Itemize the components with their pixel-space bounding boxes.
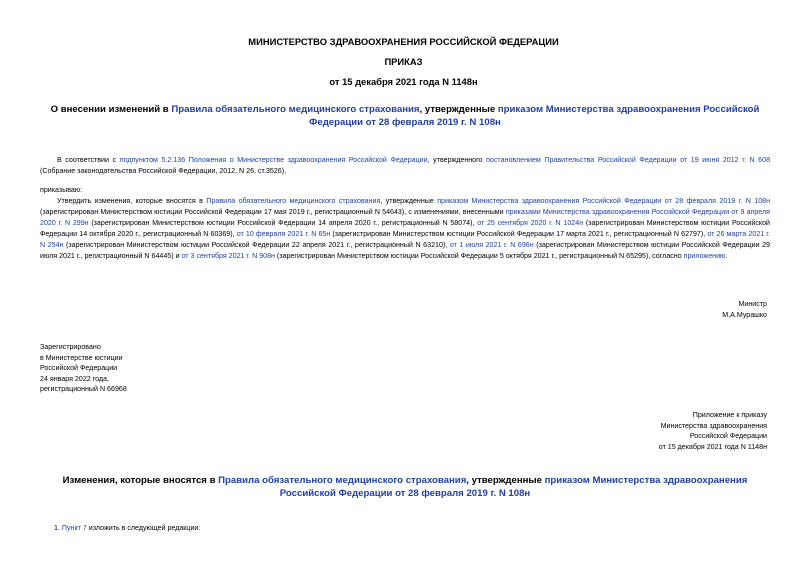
preamble-text-2: , утвержденного xyxy=(427,156,487,164)
body-text-4: (зарегистрирован Министерством юстиции Российской Федерации 14 апреля 2020 г., регистрационный N 58074), xyxy=(88,218,478,227)
item-1-number: 1. xyxy=(54,524,62,532)
order-299n-link[interactable]: приказами Министерства здравоохранения Российской Федерации от 9 апреля 2020 г. N 299н xyxy=(40,207,770,227)
appendix-note-line: от 15 декабря 2021 года N 1148н xyxy=(658,442,767,451)
doc-type-heading: ПРИКАЗ xyxy=(384,56,423,67)
body-rules-link[interactable]: Правила обязательного медицинского страхования xyxy=(206,197,381,205)
order-65n-link[interactable]: от 10 февраля 2021 г. N 65н xyxy=(236,229,331,238)
body-text-3: (зарегистрирован Министерством юстиции Российской Федерации 17 мая 2019 г., регистрационный N 54643), с изменениями, внесенными xyxy=(40,207,506,216)
body-text-1: Утвердить изменения, которые вносятся в xyxy=(57,197,207,205)
ministry-heading: МИНИСТЕРСТВО ЗДРАВООХРАНЕНИЯ РОССИЙСКОЙ ФЕДЕРАЦИИ xyxy=(248,36,559,47)
appendix-note-line: Российской Федерации xyxy=(689,432,767,441)
signature-position: Министр xyxy=(738,300,767,308)
body-order-108n-link[interactable]: приказом Министерства здравоохранения Российской Федерации от 28 февраля 2019 г. N 108н xyxy=(437,197,771,205)
appendix-link[interactable]: приложению xyxy=(683,251,726,260)
changes-title xyxy=(50,474,760,500)
signature-block xyxy=(722,299,767,320)
orders-label: приказываю: xyxy=(40,186,83,194)
rules-link[interactable]: Правила обязательного медицинского страхования xyxy=(171,104,420,115)
body-text-5: (зарегистрирован Министерством юстиции Российской Федерации 14 октября 2020 г., регистрационный N 60369), xyxy=(40,218,770,238)
registration-line: 24 января 2022 года, xyxy=(40,374,109,383)
registration-line: в Министерстве юстиции xyxy=(40,353,123,362)
preamble-text-3: (Собрание законодательства Российской Федерации, 2012, N 26, ст.3526), xyxy=(40,166,287,175)
appendix-note-line: Министерства здравоохранения xyxy=(660,421,767,430)
order-108n-link[interactable]: приказом Министерства здравоохранения Российской Федерации от 28 февраля 2019 г. N 108н xyxy=(309,104,760,128)
order-696n-link[interactable]: от 1 июля 2021 г. N 696н xyxy=(449,240,534,249)
registration-line: регистрационный N 66968 xyxy=(40,385,127,394)
changes-title-mid: , утвержденные xyxy=(466,475,545,486)
signature-name: М.А.Мурашко xyxy=(722,310,767,319)
appendix-note xyxy=(659,410,767,452)
order-908n-link[interactable]: от 3 сентября 2021 г. N 908н xyxy=(181,251,275,260)
regulation-subclause-link[interactable]: подпунктом 5.2.136 Положения о Министерстве здравоохранения Российской Федерации xyxy=(119,156,428,164)
changes-title-prefix: Изменения, которые вносятся в xyxy=(62,475,219,486)
main-paragraph xyxy=(40,196,770,261)
government-decree-link[interactable]: постановлением Правительства Российской Федерации от 19 июня 2012 г. N 608 xyxy=(486,156,771,164)
title-prefix: О внесении изменений в xyxy=(50,104,172,115)
body-text-6: (зарегистрирован Министерством юстиции Российской Федерации 17 марта 2021 г., регистрационный N 62797), xyxy=(330,229,708,238)
body-text-9: (зарегистрирован Министерством юстиции Российской Федерации 5 октября 2021 г., регистрационный N 65295), согласно xyxy=(274,251,684,260)
clause-7-link[interactable]: Пункт 7 xyxy=(61,524,87,532)
preamble-paragraph xyxy=(40,155,770,177)
registration-block xyxy=(40,342,127,395)
item-1-text: изложить в следующей редакции: xyxy=(86,524,201,532)
registration-line: Российской Федерации xyxy=(40,364,118,373)
body-text-10: . xyxy=(725,251,728,260)
doc-date-number: от 15 декабря 2021 года N 1148н xyxy=(329,76,478,87)
preamble-text-1: В соответствии с xyxy=(57,156,120,164)
body-text-2: , утвержденные xyxy=(380,197,438,205)
title-mid: , утвержденные xyxy=(419,104,498,115)
registration-line: Зарегистрировано xyxy=(40,343,101,351)
document-title xyxy=(40,103,770,129)
order-254n-link[interactable]: от 26 марта 2021 г. N 254н xyxy=(40,229,770,249)
appendix-note-line: Приложение к приказу xyxy=(692,411,767,419)
body-text-7: (зарегистрирован Министерством юстиции Российской Федерации 22 апреля 2021 г., регистрационный N 63210), xyxy=(63,240,450,249)
order-1024n-link[interactable]: от 25 сентября 2020 г. N 1024н xyxy=(477,218,584,227)
changes-order-108n-link[interactable]: приказом Министерства здравоохранения Российской Федерации от 28 февраля 2019 г. N 108н xyxy=(279,475,748,499)
changes-rules-link[interactable]: Правила обязательного медицинского страхования xyxy=(218,475,467,486)
body-text-8: (зарегистрирован Министерством юстиции Российской Федерации 29 июля 2021 г., регистрационный N 64445) и xyxy=(40,240,770,260)
item-1 xyxy=(54,523,754,534)
